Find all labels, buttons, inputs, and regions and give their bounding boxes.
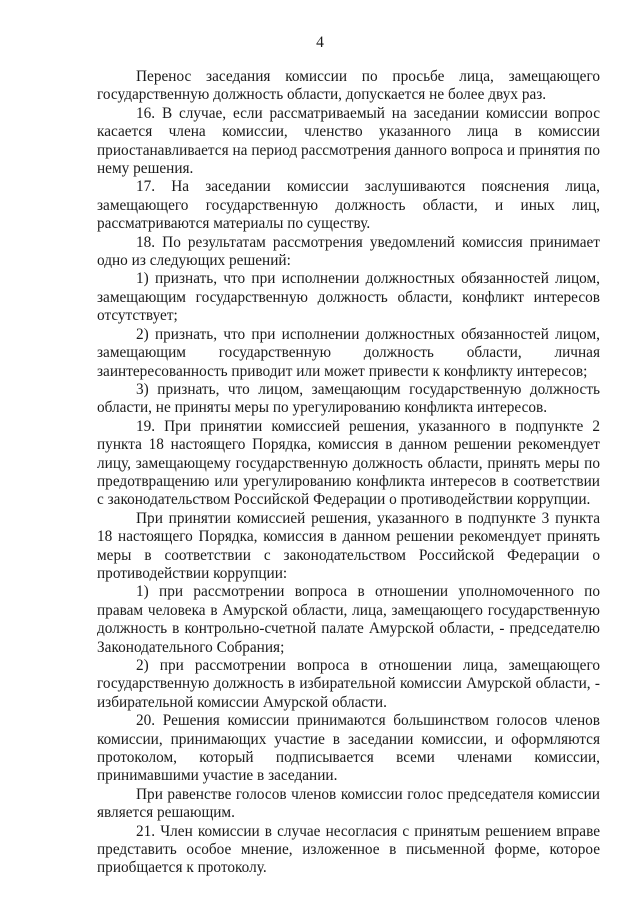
paragraph-18-item-3: 3) признать, что лицом, замещающим государственную должность области, не приняты меры по урегулированию конфликта интересов. (97, 380, 600, 417)
paragraph-17: 17. На заседании комиссии заслушиваются пояснения лица, замещающего государственную должность области, и иных лиц, рассматриваются материалы по существу. (97, 178, 600, 233)
paragraph-18-item-1: 1) признать, что при исполнении должностных обязанностей лицом, замещающим государственную должность области, конфликт интересов отсутствует; (97, 270, 600, 325)
paragraph-20-tie-vote: При равенстве голосов членов комиссии голос председателя комиссии является решающим. (97, 785, 600, 822)
paragraph-19-item-1: 1) при рассмотрении вопроса в отношении уполномоченного по правам человека в Амурской области, лица, замещающего государственную должность в контрольно-счетной палате Амурской области, - председателю Законодательного Собрания; (97, 583, 600, 656)
paragraph-21: 21. Член комиссии в случае несогласия с принятым решением вправе представить особое мнение, изложенное в письменной форме, которое приобщается к протоколу. (97, 822, 600, 877)
paragraph-19-second: При принятии комиссией решения, указанного в подпункте 3 пункта 18 настоящего Порядка, комиссия в данном решении рекомендует принять меры в соответствии с законодательством Российской Федерации о противодействии коррупции: (97, 509, 600, 582)
paragraph-postponement: Перенос заседания комиссии по просьбе лица, замещающего государственную должность области, допускается не более двух раз. (97, 68, 600, 104)
page-number: 4 (316, 34, 324, 51)
paragraph-16: 16. В случае, если рассматриваемый на заседании комиссии вопрос касается члена комиссии, членство указанного лица в комиссии приостанавливается на период рассмотрения данного вопроса и принятия по нему решения. (97, 104, 600, 178)
paragraph-18-item-2: 2) признать, что при исполнении должностных обязанностей лицом, замещающим государственную должность области, личная заинтересованность приводит или может привести к конфликту интересов; (97, 325, 600, 380)
paragraph-19-item-2: 2) при рассмотрении вопроса в отношении лица, замещающего государственную должность в избирательной комиссии Амурской области, - избирательной комиссии Амурской области. (97, 657, 600, 711)
document-body (97, 68, 600, 878)
paragraph-18: 18. По результатам рассмотрения уведомлений комиссия принимает одно из следующих решений: (97, 233, 600, 270)
paragraph-20: 20. Решения комиссии принимаются большинством голосов членов комиссии, принимающих участие в заседании комиссии, и оформляются протоколом, который подписывается всеми членами комиссии, принимавшими участие в заседании. (97, 712, 600, 785)
paragraph-19: 19. При принятии комиссией решения, указанного в подпункте 2 пункта 18 настоящего Порядка, комиссия в данном решении рекомендует лицу, замещающему государственную должность области, принять меры по предотвращению или урегулированию конфликта интересов в соответствии с законодательством Российской Федерации о противодействии коррупции. (97, 417, 600, 509)
